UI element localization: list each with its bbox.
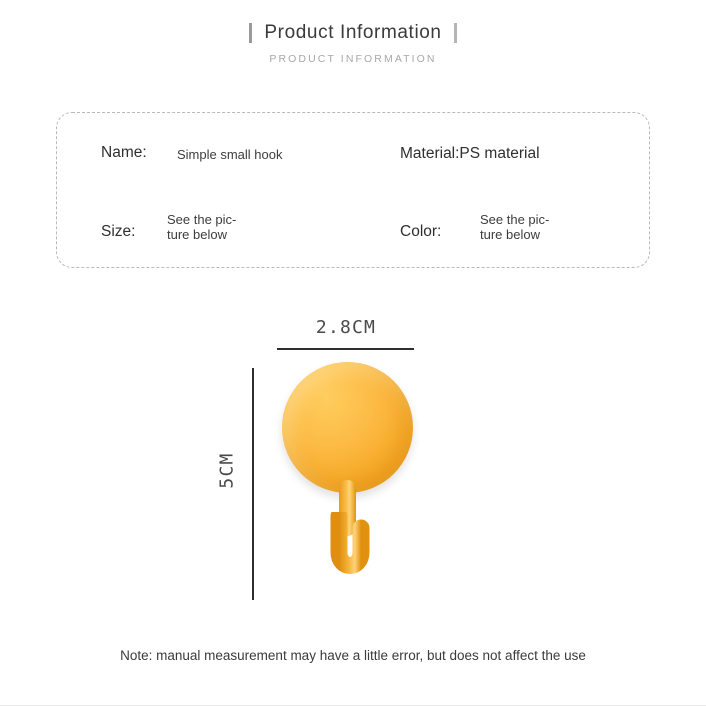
info-cell-material <box>353 113 649 190</box>
page-subtitle: PRODUCT INFORMATION <box>269 53 437 65</box>
info-cell-name <box>57 113 353 190</box>
product-info-card <box>56 112 650 268</box>
title-right-bar-icon <box>454 23 457 43</box>
info-label-size: Size: <box>101 223 136 240</box>
info-value-size: See the pic-ture below <box>167 212 237 242</box>
page-title: Product Information <box>264 22 442 43</box>
info-label-color: Color: <box>400 223 442 240</box>
hook-product-image <box>282 362 414 602</box>
info-label-material: Material:PS material <box>400 145 540 162</box>
product-diagram <box>0 300 706 620</box>
product-info-grid <box>57 113 649 267</box>
page-header <box>0 0 706 65</box>
title-row <box>0 22 706 44</box>
info-label-name: Name: <box>101 144 147 161</box>
info-value-color: See the pic-ture below <box>480 212 550 242</box>
hook-disc-icon <box>282 362 413 493</box>
height-dimension-label: 5CM <box>216 452 238 489</box>
width-dimension-label: 2.8CM <box>315 317 377 338</box>
measurement-note: Note: manual measurement may have a little error, but does not affect the use <box>120 648 586 663</box>
hook-curve-icon <box>329 512 371 586</box>
info-value-name: Simple small hook <box>177 147 283 162</box>
title-left-bar-icon <box>249 23 252 43</box>
info-cell-size <box>57 190 353 267</box>
height-dimension-line <box>252 368 254 600</box>
width-dimension-line <box>277 348 414 350</box>
info-cell-color <box>353 190 649 267</box>
